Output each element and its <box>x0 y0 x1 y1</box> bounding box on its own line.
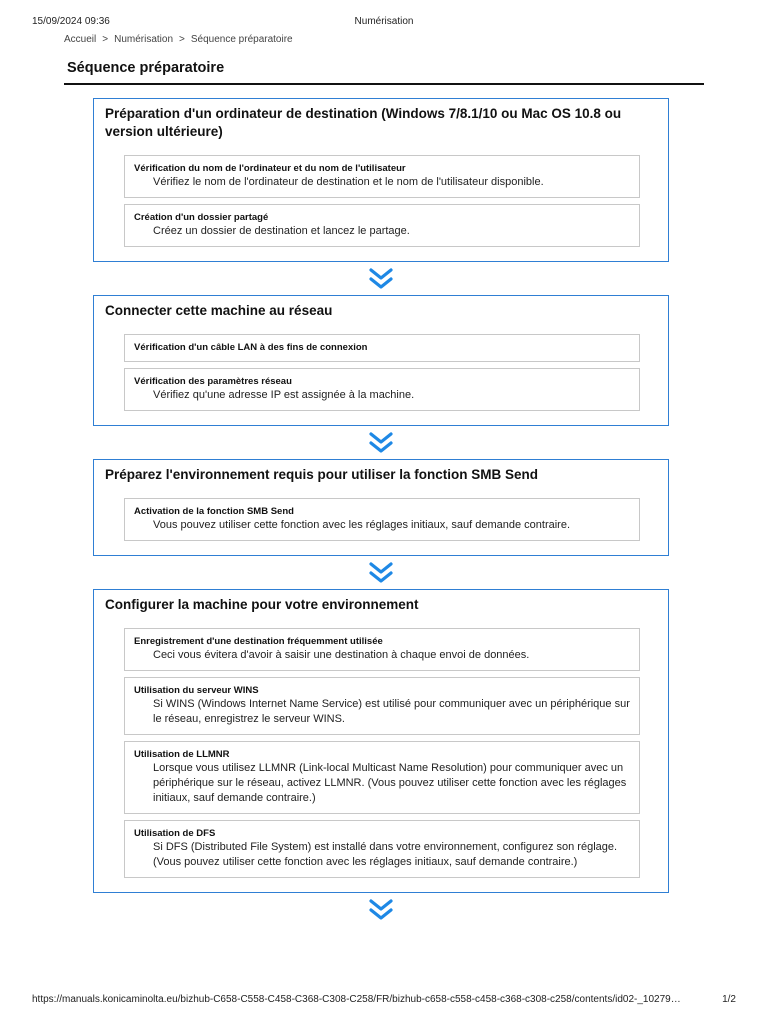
section-title: Préparation d'un ordinateur de destination (Windows 7/8.1/10 ou Mac OS 10.8 ou version ultérieure) <box>105 106 622 139</box>
step-item-description: Vous pouvez utiliser cette fonction avec les réglages initiaux, sauf demande contraire. <box>153 519 571 531</box>
step-arrow <box>93 556 669 589</box>
step-item-title: Vérification des paramètres réseau <box>134 376 292 387</box>
step-item-description: Si WINS (Windows Internet Name Service) est utilisé pour communiquer avec un périphérique sur le réseau, enregistrez le serveur WINS. <box>153 698 630 725</box>
section-title: Configurer la machine pour votre environnement <box>105 597 419 612</box>
step-item-title: Vérification du nom de l'ordinateur et du nom de l'utilisateur <box>134 163 406 174</box>
step-item-llmnr[interactable] <box>124 741 640 814</box>
step-item-title: Utilisation de LLMNR <box>134 749 230 760</box>
step-item-title: Création d'un dossier partagé <box>134 212 269 223</box>
step-item-title: Utilisation de DFS <box>134 828 216 839</box>
title-divider <box>64 83 704 85</box>
step-item-title: Utilisation du serveur WINS <box>134 685 259 696</box>
step-item-dfs[interactable] <box>124 820 640 878</box>
section-title: Connecter cette machine au réseau <box>105 303 333 318</box>
sequence-steps <box>93 98 669 926</box>
page-number: 1/2 <box>722 994 736 1005</box>
print-footer <box>32 994 736 1008</box>
step-item-wins-server[interactable] <box>124 677 640 735</box>
step-arrow <box>93 262 669 295</box>
step-item-description: Créez un dossier de destination et lancez le partage. <box>153 225 410 237</box>
section-configure-machine <box>93 589 669 893</box>
step-item-description: Si DFS (Distributed File System) est installé dans votre environnement, configurez son réglage. (Vous pouvez utiliser cette fonction avec les réglages initiaux, sauf demande contraire.) <box>153 841 618 868</box>
step-item-description: Vérifiez le nom de l'ordinateur de destination et le nom de l'utilisateur disponible. <box>153 176 544 188</box>
section-prepare-destination-computer <box>93 98 669 262</box>
page-title: Séquence préparatoire <box>67 60 225 76</box>
step-item-title: Activation de la fonction SMB Send <box>134 506 294 517</box>
step-item-register-destination[interactable] <box>124 628 640 671</box>
section-connect-to-network <box>93 295 669 426</box>
breadcrumb <box>64 34 293 45</box>
double-chevron-down-icon <box>368 432 394 454</box>
section-title: Préparez l'environnement requis pour utiliser la fonction SMB Send <box>105 467 539 482</box>
page-url: https://manuals.konicaminolta.eu/bizhub-C658-C558-C458-C368-C308-C258/FR/bizhub-c658-c558-c458-c368-c308-c258/contents/id02-_10279… <box>32 994 681 1005</box>
breadcrumb-item-current: Séquence préparatoire <box>190 34 293 45</box>
double-chevron-down-icon <box>368 562 394 584</box>
print-header <box>32 16 736 30</box>
step-arrow <box>93 426 669 459</box>
print-title: Numérisation <box>354 16 414 27</box>
step-item-check-computer-name[interactable] <box>124 155 640 198</box>
double-chevron-down-icon <box>368 899 394 921</box>
double-chevron-down-icon <box>368 268 394 290</box>
step-item-description: Ceci vous évitera d'avoir à saisir une destination à chaque envoi de données. <box>153 649 530 661</box>
step-arrow <box>93 893 669 926</box>
step-item-check-lan-cable[interactable] <box>124 334 640 362</box>
section-smb-send-environment <box>93 459 669 556</box>
breadcrumb-separator: > <box>102 34 109 45</box>
step-item-description: Vérifiez qu'une adresse IP est assignée à la machine. <box>153 389 415 401</box>
step-item-title: Vérification d'un câble LAN à des fins de connexion <box>134 342 368 353</box>
step-item-check-network-settings[interactable] <box>124 368 640 411</box>
breadcrumb-separator: > <box>179 34 185 45</box>
print-date: 15/09/2024 09:36 <box>32 16 110 27</box>
step-item-create-shared-folder[interactable] <box>124 204 640 247</box>
breadcrumb-item-accueil[interactable]: Accueil <box>64 34 97 45</box>
step-item-description: Lorsque vous utilisez LLMNR (Link-local Multicast Name Resolution) pour communiquer avec un périphérique sur le réseau, activez LLMNR. (Vous pouvez utiliser cette fonction avec les réglages initiaux, sauf demande contraire.) <box>153 762 627 804</box>
step-item-enable-smb-send[interactable] <box>124 498 640 541</box>
step-item-title: Enregistrement d'une destination fréquemment utilisée <box>134 636 383 647</box>
breadcrumb-item-numerisation[interactable]: Numérisation <box>114 34 174 45</box>
